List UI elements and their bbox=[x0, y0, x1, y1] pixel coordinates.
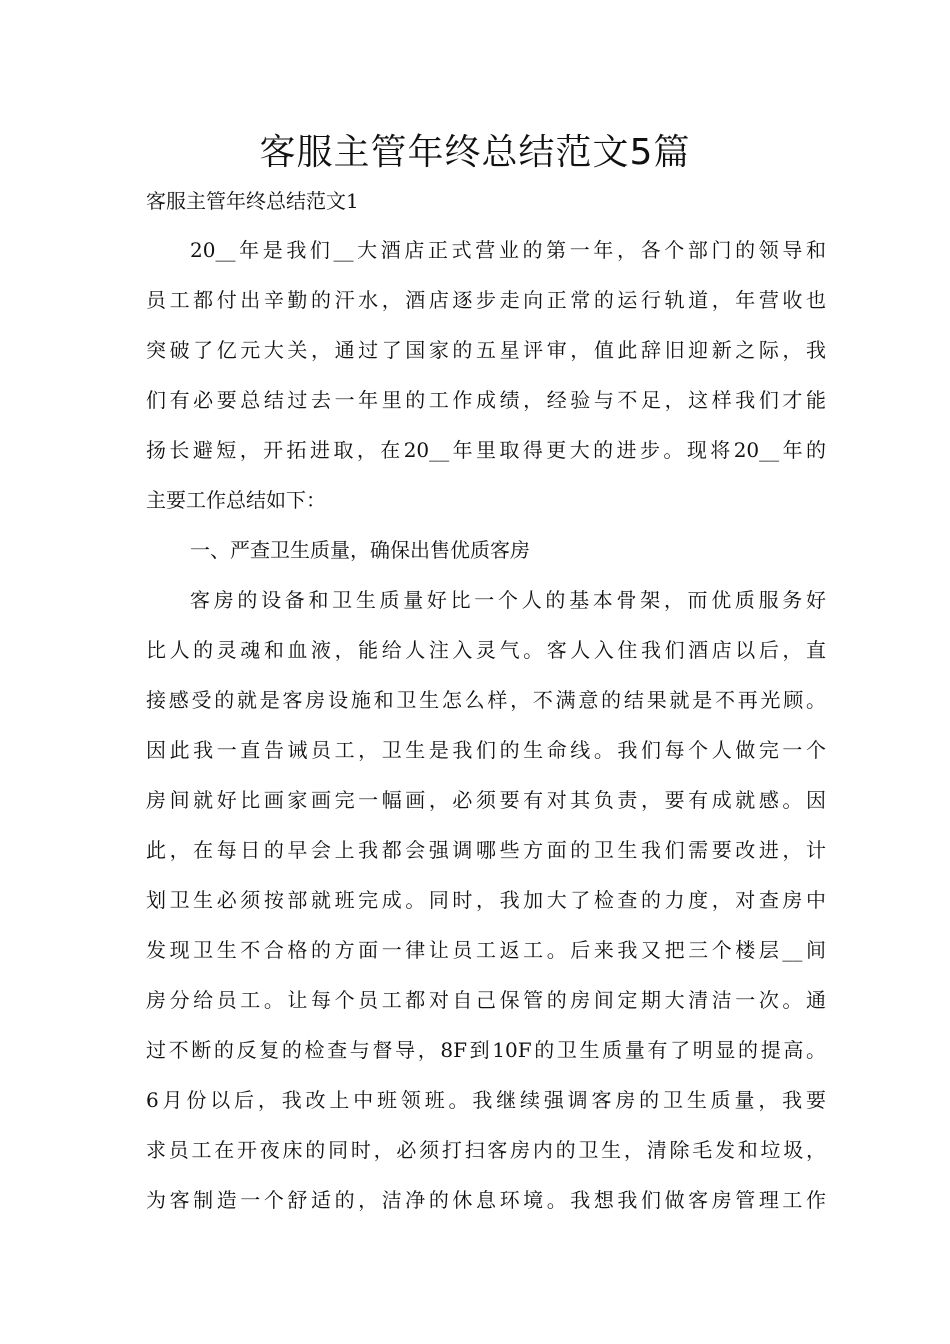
paragraph-line: 因此我一直告诫员工，卫生是我们的生命线。我们每个人做完一个 bbox=[146, 738, 826, 762]
paragraph-line: 20__年是我们__大酒店正式营业的第一年，各个部门的领导和 bbox=[190, 238, 826, 262]
paragraph-line: 客房的设备和卫生质量好比一个人的基本骨架，而优质服务好 bbox=[190, 588, 826, 612]
paragraph-line: 此，在每日的早会上我都会强调哪些方面的卫生我们需要改进，计 bbox=[146, 838, 826, 862]
paragraph-line: 房间就好比画家画完一幅画，必须要有对其负责，要有成就感。因 bbox=[146, 788, 826, 812]
paragraph-line: 发现卫生不合格的方面一律让员工返工。后来我又把三个楼层__间 bbox=[146, 938, 826, 962]
paragraph-line: 接感受的就是客房设施和卫生怎么样，不满意的结果就是不再光顾。 bbox=[146, 688, 826, 712]
document-title: 客服主管年终总结范文5篇 bbox=[259, 132, 691, 173]
paragraph-line: 划卫生必须按部就班完成。同时，我加大了检查的力度，对查房中 bbox=[146, 888, 826, 912]
paragraph-line: 为客制造一个舒适的，洁净的休息环境。我想我们做客房管理工作 bbox=[146, 1188, 826, 1212]
paragraph-line: 过不断的反复的检查与督导，8F到10F的卫生质量有了明显的提高。 bbox=[146, 1038, 826, 1062]
paragraph-line: 员工都付出辛勤的汗水，酒店逐步走向正常的运行轨道，年营收也 bbox=[146, 288, 826, 312]
section-heading: 一、严查卫生质量，确保出售优质客房 bbox=[190, 538, 530, 562]
paragraph-line: 房分给员工。让每个员工都对自己保管的房间定期大清洁一次。通 bbox=[146, 988, 826, 1012]
paragraph-line: 6月份以后，我改上中班领班。我继续强调客房的卫生质量，我要 bbox=[146, 1088, 826, 1112]
paragraph-line: 比人的灵魂和血液，能给人注入灵气。客人入住我们酒店以后，直 bbox=[146, 638, 826, 662]
paragraph-line: 们有必要总结过去一年里的工作成绩，经验与不足，这样我们才能 bbox=[146, 388, 826, 412]
paragraph-line: 扬长避短，开拓进取，在20__年里取得更大的进步。现将20__年的 bbox=[146, 438, 826, 462]
paragraph-line: 主要工作总结如下： bbox=[146, 488, 326, 512]
paragraph-line: 突破了亿元大关，通过了国家的五星评审，值此辞旧迎新之际，我 bbox=[146, 338, 826, 362]
paragraph-line: 求员工在开夜床的同时，必须打扫客房内的卫生，清除毛发和垃圾， bbox=[146, 1138, 826, 1162]
section-subheading: 客服主管年终总结范文1 bbox=[146, 189, 359, 213]
